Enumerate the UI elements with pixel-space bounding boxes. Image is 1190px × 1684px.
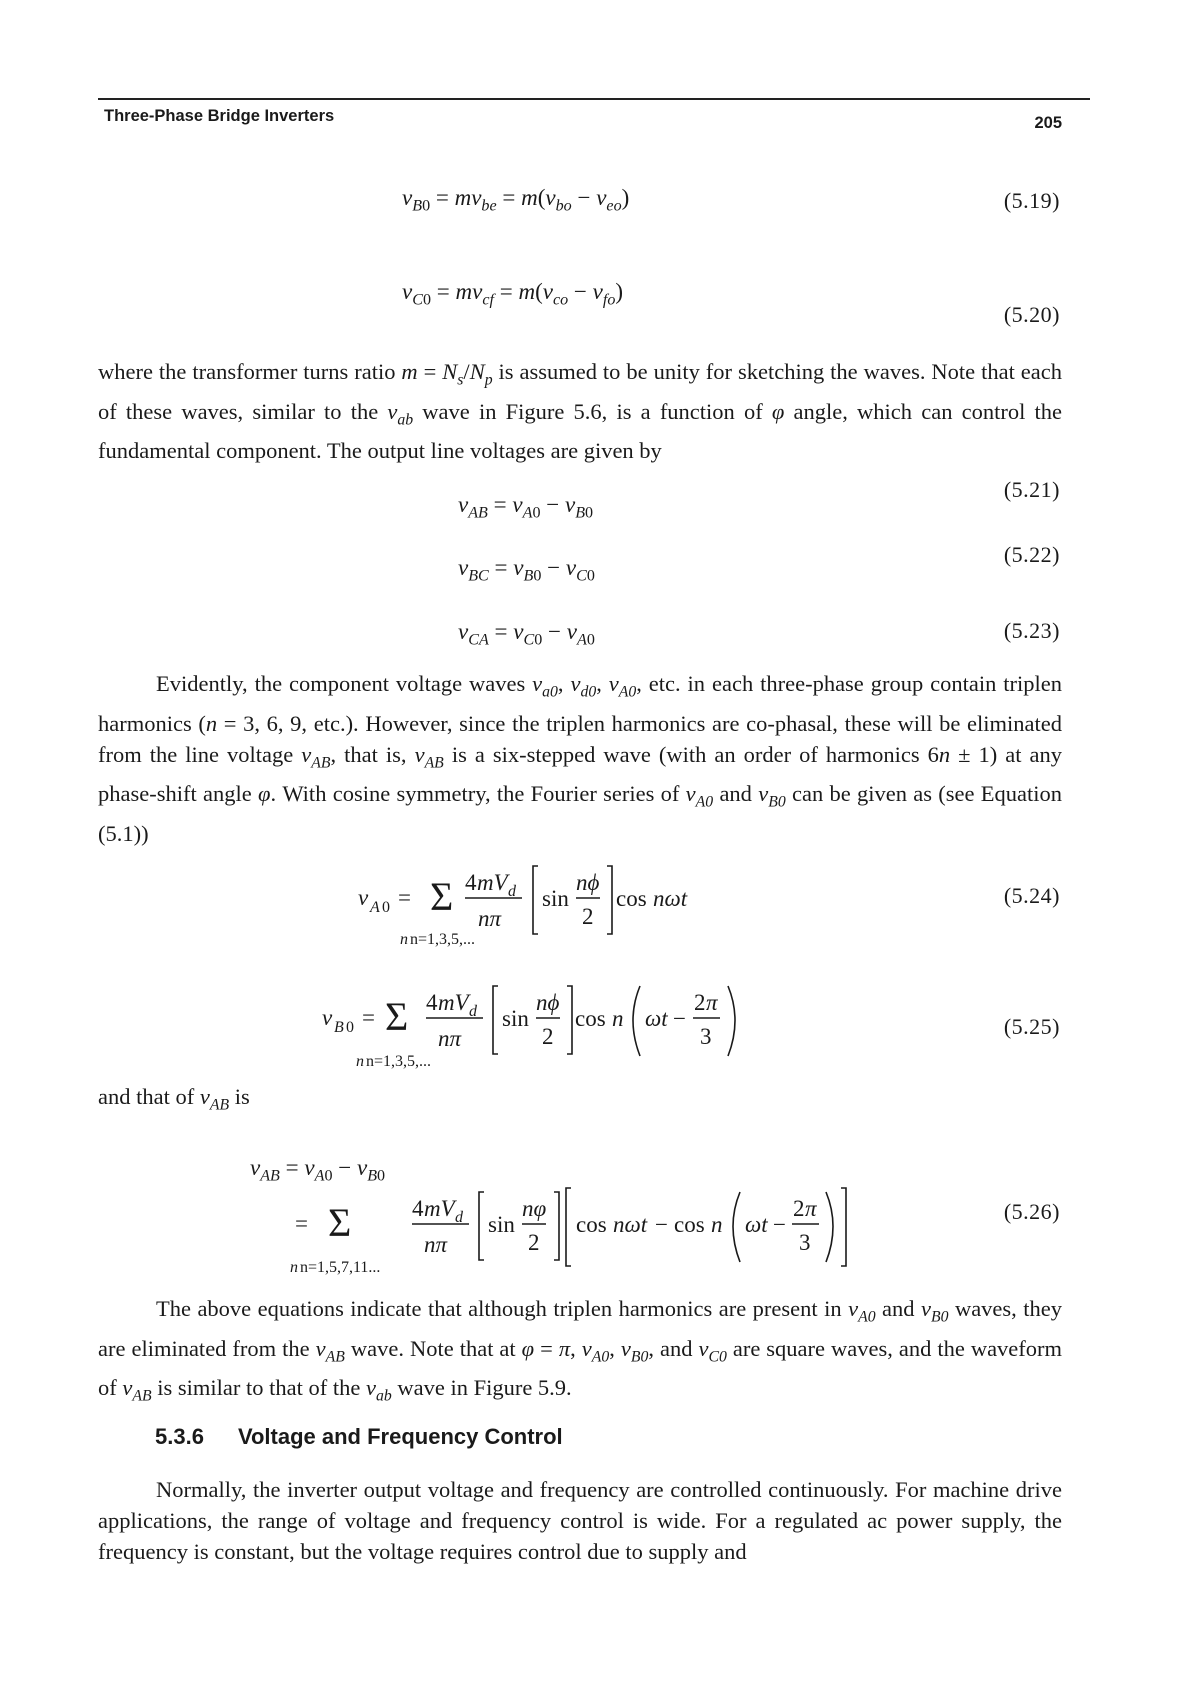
- svg-text:nωt: nωt: [653, 886, 688, 911]
- header-rule: [98, 98, 1090, 100]
- svg-text:d: d: [469, 1003, 477, 1020]
- svg-text:Σ: Σ: [385, 994, 409, 1039]
- equation-number-5-20: (5.20): [1003, 302, 1060, 327]
- svg-text:ωt: ωt: [745, 1212, 768, 1237]
- sum-limits-5-26: n=1,5,7,11...: [300, 1259, 381, 1276]
- svg-text:=: =: [295, 1211, 308, 1236]
- section-number: 5.3.6: [155, 1424, 204, 1449]
- svg-text:2: 2: [793, 1196, 805, 1221]
- svg-text:cos: cos: [575, 1006, 606, 1031]
- equation-number-5-21: (5.21): [1003, 477, 1060, 502]
- svg-text:v: v: [358, 885, 369, 910]
- svg-text:cos: cos: [616, 886, 647, 911]
- svg-text:Σ: Σ: [328, 1200, 352, 1245]
- equation-5-23: $v_{CA} = v_{C0} - v_{A0}$: [458, 619, 595, 649]
- svg-text:nπ: nπ: [438, 1026, 462, 1051]
- svg-text:mV: mV: [438, 990, 469, 1015]
- equation-5-20: $v_{C0} = mv_{cf} = m(v_{co} - v_{fo})$: [402, 279, 624, 309]
- section-heading: [155, 1424, 563, 1450]
- svg-text:ωt: ωt: [645, 1006, 668, 1031]
- svg-text:π: π: [805, 1196, 817, 1221]
- equation-5-22: $v_{BC} = v_{B0} - v_{C0}$: [458, 555, 595, 585]
- svg-text:nωt: nωt: [613, 1212, 648, 1237]
- svg-text:=: =: [398, 885, 411, 910]
- equation-number-5-26: (5.26): [1003, 1199, 1060, 1224]
- svg-text:0: 0: [382, 899, 390, 916]
- equation-5-25: [302, 978, 802, 1070]
- svg-text:3: 3: [700, 1024, 712, 1049]
- svg-text:4: 4: [465, 870, 477, 895]
- equation-number-5-19: (5.19): [1003, 188, 1060, 213]
- svg-text:=: =: [362, 1005, 375, 1030]
- svg-text:2: 2: [542, 1024, 554, 1049]
- svg-text:mV: mV: [477, 870, 508, 895]
- svg-text:n: n: [400, 931, 408, 948]
- svg-text:−: −: [673, 1006, 686, 1031]
- equation-5-26: [290, 1184, 870, 1280]
- paragraph-transformer-ratio: where the transformer turns ratio $m = N_s/N_p$ is assumed to be unity for sketching the waves. Note that each of these waves, similar to the $v_{ab}$ wave in Figure 5.6, is a function of φ angle, which can control the fundamental component. The output line voltages are given by: [98, 359, 1063, 463]
- svg-text:nϕ: nϕ: [536, 990, 560, 1015]
- paragraph-voltage-frequency-control: Normally, the inverter output voltage and frequency are controlled continuously. For machine drive applications, the range of voltage and frequency control is wide. For a regulated ac power supply, the frequency is constant, but the voltage requires control due to supply and: [98, 1477, 1062, 1564]
- svg-text:n: n: [711, 1212, 723, 1237]
- svg-text:3: 3: [799, 1230, 811, 1255]
- svg-text:n: n: [356, 1053, 364, 1070]
- page-number: 205: [1034, 114, 1062, 132]
- svg-text:−: −: [773, 1212, 786, 1237]
- equation-5-24: [340, 858, 760, 948]
- paragraph-triplen-harmonics: Evidently, the component voltage waves $v_{a0}$, $v_{d0}$, $v_{A0}$, etc. in each three-phase group contain triplen harmonics (n = 3, 6, 9, etc.). However, since the triplen harmonics are co-phasal, these will be eliminated from the line voltage $v_{AB}$, that is, $v_{AB}$ is a six-stepped wave (with an order of harmonics 6n ± 1) at any phase-shift angle φ. With cosine symmetry, the Fourier series of $v_{A0}$ and $v_{B0}$ can be given as (see Equation (5.1)): [98, 671, 1062, 846]
- running-head: Three-Phase Bridge Inverters: [104, 107, 335, 125]
- svg-text:Σ: Σ: [430, 874, 454, 919]
- equation-5-21: $v_{AB} = v_{A0} - v_{B0}$: [458, 492, 594, 522]
- svg-text:2: 2: [582, 904, 594, 929]
- svg-text:4: 4: [426, 990, 438, 1015]
- equation-5-19: $v_{B0} = mv_{be} = m(v_{bo} - v_{eo})$: [402, 185, 630, 215]
- svg-text:v: v: [322, 1005, 333, 1030]
- svg-text:nπ: nπ: [478, 906, 502, 931]
- svg-text:mV: mV: [424, 1196, 455, 1221]
- paragraph-triplen-eliminated: The above equations indicate that although triplen harmonics are present in $v_{A0}$ and $v_{B0}$ waves, they are eliminated from the $v_{AB}$ wave. Note that at φ = π, $v_{A0}$, $v_{B0}$, and $v_{C0}$ are square waves, and the waveform of $v_{AB}$ is similar to that of the $v_{ab}$ wave in Figure 5.9.: [98, 1296, 1063, 1405]
- equation-5-26-line1: $v_{AB} = v_{A0} - v_{B0}$: [250, 1155, 386, 1185]
- svg-text:−: −: [655, 1212, 668, 1237]
- svg-text:nφ: nφ: [522, 1196, 547, 1221]
- svg-text:n: n: [290, 1259, 298, 1276]
- svg-text:2: 2: [528, 1230, 540, 1255]
- section-title: Voltage and Frequency Control: [237, 1424, 563, 1449]
- svg-text:0: 0: [346, 1019, 354, 1036]
- svg-text:d: d: [508, 883, 516, 900]
- svg-text:π: π: [706, 990, 718, 1015]
- equation-number-5-24: (5.24): [1003, 883, 1060, 908]
- sum-limits-5-25: n=1,3,5,...: [366, 1053, 432, 1070]
- svg-text:cos: cos: [576, 1212, 607, 1237]
- equation-number-5-22: (5.22): [1003, 542, 1060, 567]
- text-and-that-of-vab: and that of $v_{AB}$ is: [98, 1084, 250, 1114]
- svg-text:sin: sin: [488, 1212, 515, 1237]
- svg-text:A: A: [370, 899, 380, 916]
- svg-text:B: B: [334, 1019, 344, 1036]
- svg-text:d: d: [455, 1209, 463, 1226]
- svg-text:n: n: [612, 1006, 624, 1031]
- svg-text:2: 2: [694, 990, 706, 1015]
- equation-number-5-25: (5.25): [1003, 1014, 1060, 1039]
- svg-text:cos: cos: [674, 1212, 705, 1237]
- equation-number-5-23: (5.23): [1003, 618, 1060, 643]
- svg-text:4: 4: [412, 1196, 424, 1221]
- svg-text:sin: sin: [542, 886, 569, 911]
- sum-limits-5-24: n=1,3,5,...: [410, 931, 476, 948]
- svg-text:nπ: nπ: [424, 1232, 448, 1257]
- svg-text:sin: sin: [502, 1006, 529, 1031]
- svg-text:nϕ: nϕ: [576, 870, 600, 895]
